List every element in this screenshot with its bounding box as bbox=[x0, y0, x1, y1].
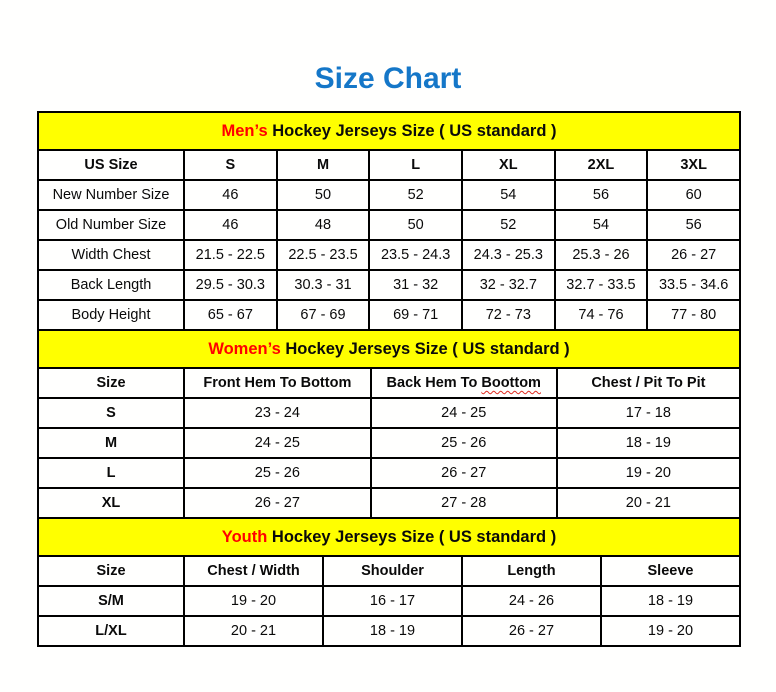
row-label: L bbox=[38, 458, 184, 488]
table-row bbox=[38, 488, 740, 518]
misspelled-word: Boottom bbox=[481, 375, 541, 391]
cell: 54 bbox=[555, 210, 648, 240]
cell: 56 bbox=[555, 180, 648, 210]
cell: 26 - 27 bbox=[371, 458, 557, 488]
column-header: XL bbox=[462, 150, 555, 180]
womens-header-row bbox=[38, 368, 740, 398]
cell: 31 - 32 bbox=[369, 270, 462, 300]
column-header: Sleeve bbox=[601, 556, 740, 586]
youth-size-table bbox=[37, 517, 741, 647]
mens-size-table bbox=[37, 111, 741, 331]
row-label: Back Length bbox=[38, 270, 184, 300]
womens-banner-row bbox=[38, 330, 740, 368]
column-header: Shoulder bbox=[323, 556, 462, 586]
cell: 18 - 19 bbox=[601, 586, 740, 616]
youth-banner-row bbox=[38, 518, 740, 556]
cell: 67 - 69 bbox=[277, 300, 370, 330]
cell: 46 bbox=[184, 210, 277, 240]
womens-section-header bbox=[38, 330, 740, 368]
cell: 72 - 73 bbox=[462, 300, 555, 330]
row-label: XL bbox=[38, 488, 184, 518]
row-label: New Number Size bbox=[38, 180, 184, 210]
column-header: L bbox=[369, 150, 462, 180]
cell: 25 - 26 bbox=[371, 428, 557, 458]
table-row bbox=[38, 458, 740, 488]
youth-section-header bbox=[38, 518, 740, 556]
cell: 52 bbox=[369, 180, 462, 210]
column-header: 2XL bbox=[555, 150, 648, 180]
youth-section-title: Hockey Jerseys Size ( US standard ) bbox=[267, 527, 557, 546]
cell: 48 bbox=[277, 210, 370, 240]
table-row bbox=[38, 586, 740, 616]
cell: 25.3 - 26 bbox=[555, 240, 648, 270]
row-label: L/XL bbox=[38, 616, 184, 646]
cell: 18 - 19 bbox=[557, 428, 740, 458]
cell: 29.5 - 30.3 bbox=[184, 270, 277, 300]
table-row bbox=[38, 240, 740, 270]
mens-section-highlight: Men’s bbox=[221, 121, 268, 140]
table-row bbox=[38, 616, 740, 646]
cell: 26 - 27 bbox=[647, 240, 740, 270]
column-header: Size bbox=[38, 368, 184, 398]
cell: 24 - 25 bbox=[371, 398, 557, 428]
cell: 74 - 76 bbox=[555, 300, 648, 330]
mens-banner-row bbox=[38, 112, 740, 150]
cell: 69 - 71 bbox=[369, 300, 462, 330]
tables-container bbox=[37, 111, 741, 647]
mens-header-row bbox=[38, 150, 740, 180]
row-label: Old Number Size bbox=[38, 210, 184, 240]
cell: 50 bbox=[369, 210, 462, 240]
cell: 54 bbox=[462, 180, 555, 210]
column-header: Chest / Pit To Pit bbox=[557, 368, 740, 398]
cell: 32 - 32.7 bbox=[462, 270, 555, 300]
row-label: M bbox=[38, 428, 184, 458]
cell: 24.3 - 25.3 bbox=[462, 240, 555, 270]
column-header bbox=[371, 368, 557, 398]
cell: 22.5 - 23.5 bbox=[277, 240, 370, 270]
column-header: Length bbox=[462, 556, 601, 586]
cell: 16 - 17 bbox=[323, 586, 462, 616]
page-title: Size Chart bbox=[314, 62, 462, 95]
cell: 20 - 21 bbox=[184, 616, 323, 646]
cell: 46 bbox=[184, 180, 277, 210]
cell: 18 - 19 bbox=[323, 616, 462, 646]
mens-section-header bbox=[38, 112, 740, 150]
cell: 56 bbox=[647, 210, 740, 240]
youth-header-row bbox=[38, 556, 740, 586]
column-header: Front Hem To Bottom bbox=[184, 368, 371, 398]
cell: 21.5 - 22.5 bbox=[184, 240, 277, 270]
row-label: Body Height bbox=[38, 300, 184, 330]
cell: 26 - 27 bbox=[184, 488, 371, 518]
column-header: Chest / Width bbox=[184, 556, 323, 586]
column-header: Size bbox=[38, 556, 184, 586]
cell: 65 - 67 bbox=[184, 300, 277, 330]
cell: 27 - 28 bbox=[371, 488, 557, 518]
column-header: US Size bbox=[38, 150, 184, 180]
cell: 24 - 26 bbox=[462, 586, 601, 616]
table-row bbox=[38, 270, 740, 300]
cell: 17 - 18 bbox=[557, 398, 740, 428]
youth-section-highlight: Youth bbox=[221, 527, 268, 546]
table-row bbox=[38, 180, 740, 210]
cell: 30.3 - 31 bbox=[277, 270, 370, 300]
table-row bbox=[38, 398, 740, 428]
cell: 33.5 - 34.6 bbox=[647, 270, 740, 300]
cell: 77 - 80 bbox=[647, 300, 740, 330]
womens-section-title: Hockey Jerseys Size ( US standard ) bbox=[280, 339, 570, 358]
cell: 50 bbox=[277, 180, 370, 210]
womens-size-table bbox=[37, 329, 741, 519]
cell: 25 - 26 bbox=[184, 458, 371, 488]
table-row bbox=[38, 300, 740, 330]
column-header: S bbox=[184, 150, 277, 180]
cell: 24 - 25 bbox=[184, 428, 371, 458]
column-header: M bbox=[277, 150, 370, 180]
mens-section-title: Hockey Jerseys Size ( US standard ) bbox=[267, 121, 557, 140]
cell: 20 - 21 bbox=[557, 488, 740, 518]
cell: 19 - 20 bbox=[184, 586, 323, 616]
column-header: 3XL bbox=[647, 150, 740, 180]
row-label: S bbox=[38, 398, 184, 428]
cell: 52 bbox=[462, 210, 555, 240]
cell: 23 - 24 bbox=[184, 398, 371, 428]
cell: 19 - 20 bbox=[557, 458, 740, 488]
column-header-text: Back Hem To bbox=[386, 375, 482, 391]
cell: 23.5 - 24.3 bbox=[369, 240, 462, 270]
cell: 60 bbox=[647, 180, 740, 210]
cell: 26 - 27 bbox=[462, 616, 601, 646]
womens-section-highlight: Women’s bbox=[208, 339, 281, 358]
cell: 19 - 20 bbox=[601, 616, 740, 646]
row-label: Width Chest bbox=[38, 240, 184, 270]
cell: 32.7 - 33.5 bbox=[555, 270, 648, 300]
row-label: S/M bbox=[38, 586, 184, 616]
table-row bbox=[38, 428, 740, 458]
table-row bbox=[38, 210, 740, 240]
